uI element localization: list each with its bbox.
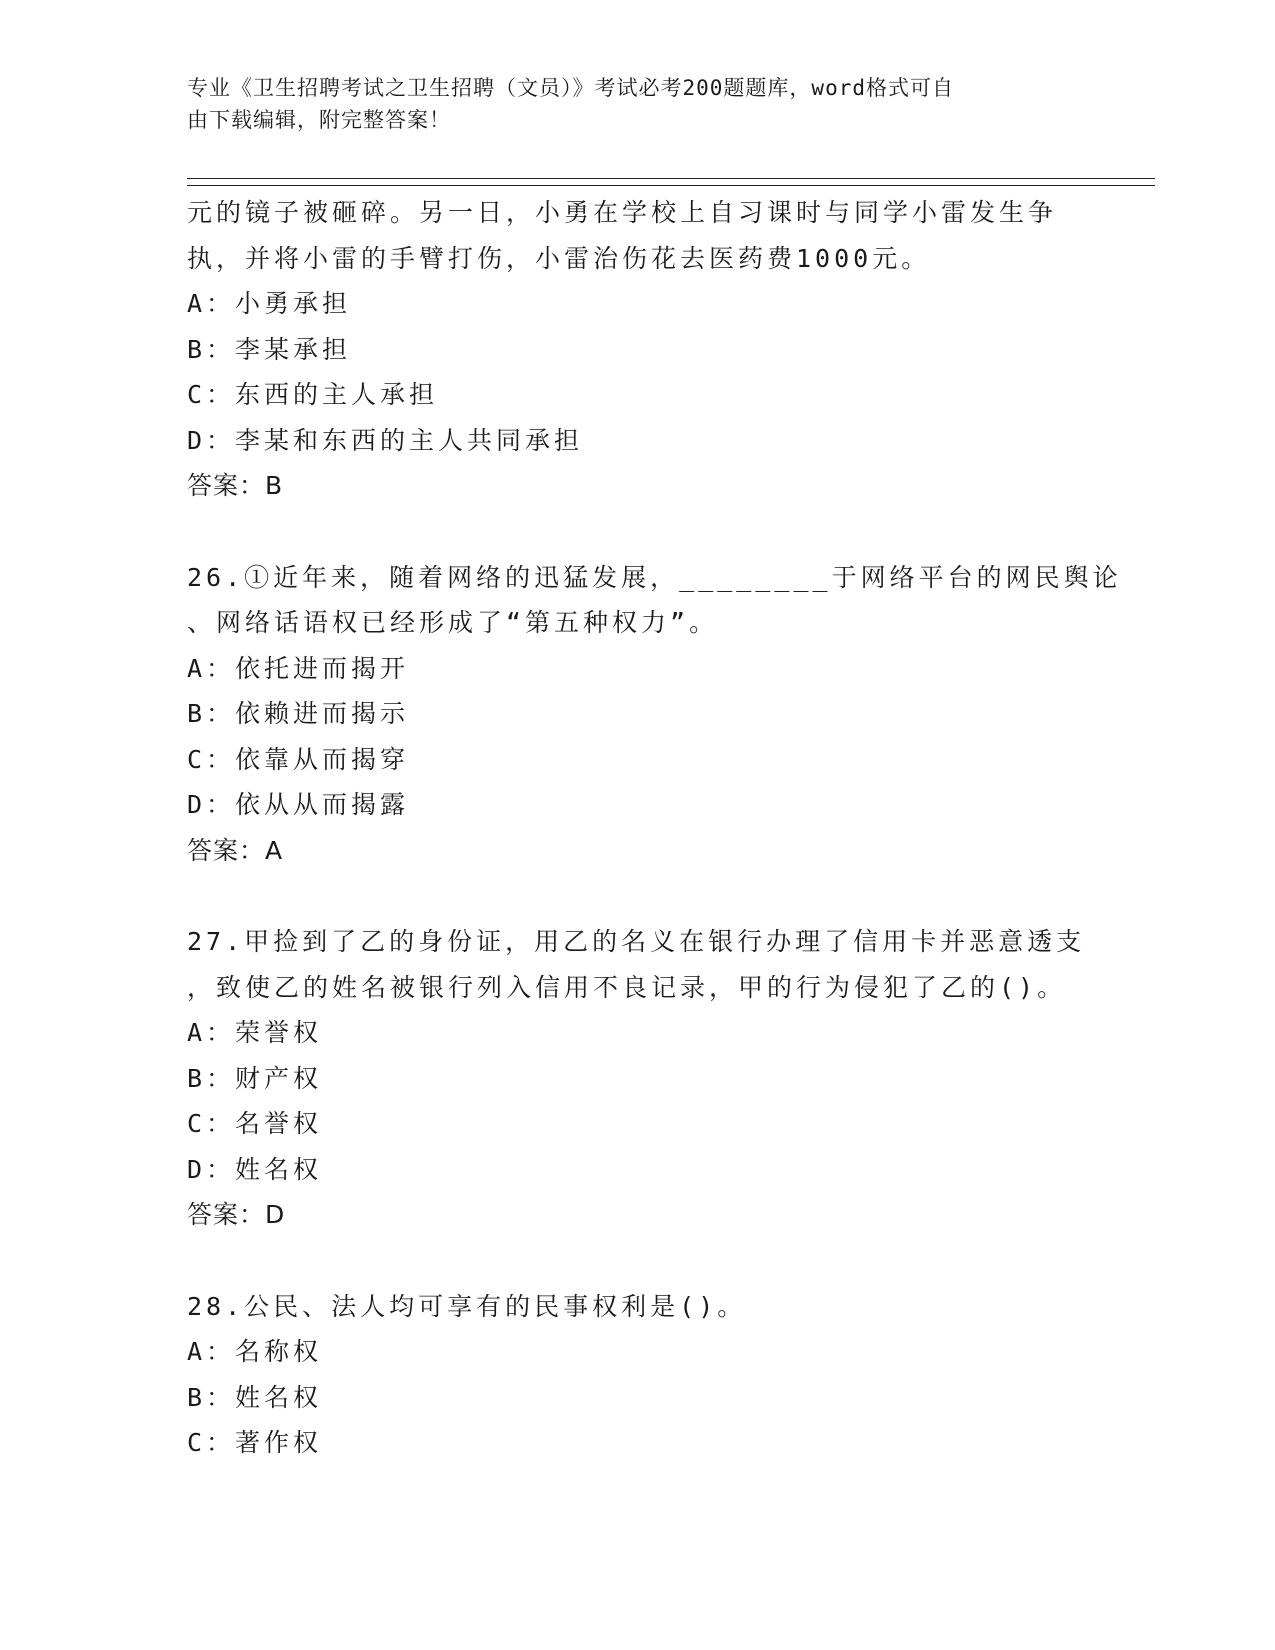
option-d: D：依从从而揭露 xyxy=(187,790,410,819)
answer: 答案：B xyxy=(187,471,284,500)
document-header xyxy=(187,72,1067,136)
question-text: ，致使乙的姓名被银行列入信用不良记录，甲的行为侵犯了乙的()。 xyxy=(187,972,1067,1002)
option-b: B：姓名权 xyxy=(187,1382,323,1412)
option-c: C：著作权 xyxy=(187,1428,323,1457)
question-text: 26.①近年来，随着网络的迅猛发展，________于网络平台的网民舆论 xyxy=(187,562,1122,592)
option-b: B：依赖进而揭示 xyxy=(187,699,410,728)
option-a: A：小勇承担 xyxy=(187,289,352,318)
header-rule-top xyxy=(187,178,1155,179)
option-b: B：财产权 xyxy=(187,1063,323,1093)
question-list xyxy=(187,190,1122,1466)
question-continued xyxy=(187,190,1087,509)
option-b: B：李某承担 xyxy=(187,334,352,364)
header-rule-bottom xyxy=(187,185,1155,186)
option-c: C：名誉权 xyxy=(187,1109,323,1138)
question-text: 元的镜子被砸碎。另一日，小勇在学校上自习课时与同学小雷发生争 xyxy=(187,198,1058,227)
question-27 xyxy=(187,919,1087,1238)
question-28 xyxy=(187,1284,1087,1466)
question-26 xyxy=(187,555,1122,874)
header-line-1: 专业《卫生招聘考试之卫生招聘（文员）》考试必考200题题库，word格式可自 xyxy=(187,76,954,100)
option-c: C：依靠从而揭穿 xyxy=(187,744,410,774)
option-d: D：姓名权 xyxy=(187,1154,323,1184)
question-text: 执，并将小雷的手臂打伤，小雷治伤花去医药费1000元。 xyxy=(187,243,931,273)
answer: 答案：A xyxy=(187,835,284,865)
option-d: D：李某和东西的主人共同承担 xyxy=(187,425,584,455)
option-a: A：荣誉权 xyxy=(187,1018,323,1047)
question-text: 、网络话语权已经形成了“第五种权力”。 xyxy=(187,608,719,637)
question-text: 28.公民、法人均可享有的民事权利是()。 xyxy=(187,1291,747,1321)
header-line-2: 由下载编辑，附完整答案！ xyxy=(187,108,451,132)
option-a: A：名称权 xyxy=(187,1337,323,1366)
option-a: A：依托进而揭开 xyxy=(187,653,410,683)
answer: 答案：D xyxy=(187,1200,286,1229)
option-c: C：东西的主人承担 xyxy=(187,380,439,409)
question-text: 27.甲捡到了乙的身份证，用乙的名义在银行办理了信用卡并恶意透支 xyxy=(187,927,1086,956)
